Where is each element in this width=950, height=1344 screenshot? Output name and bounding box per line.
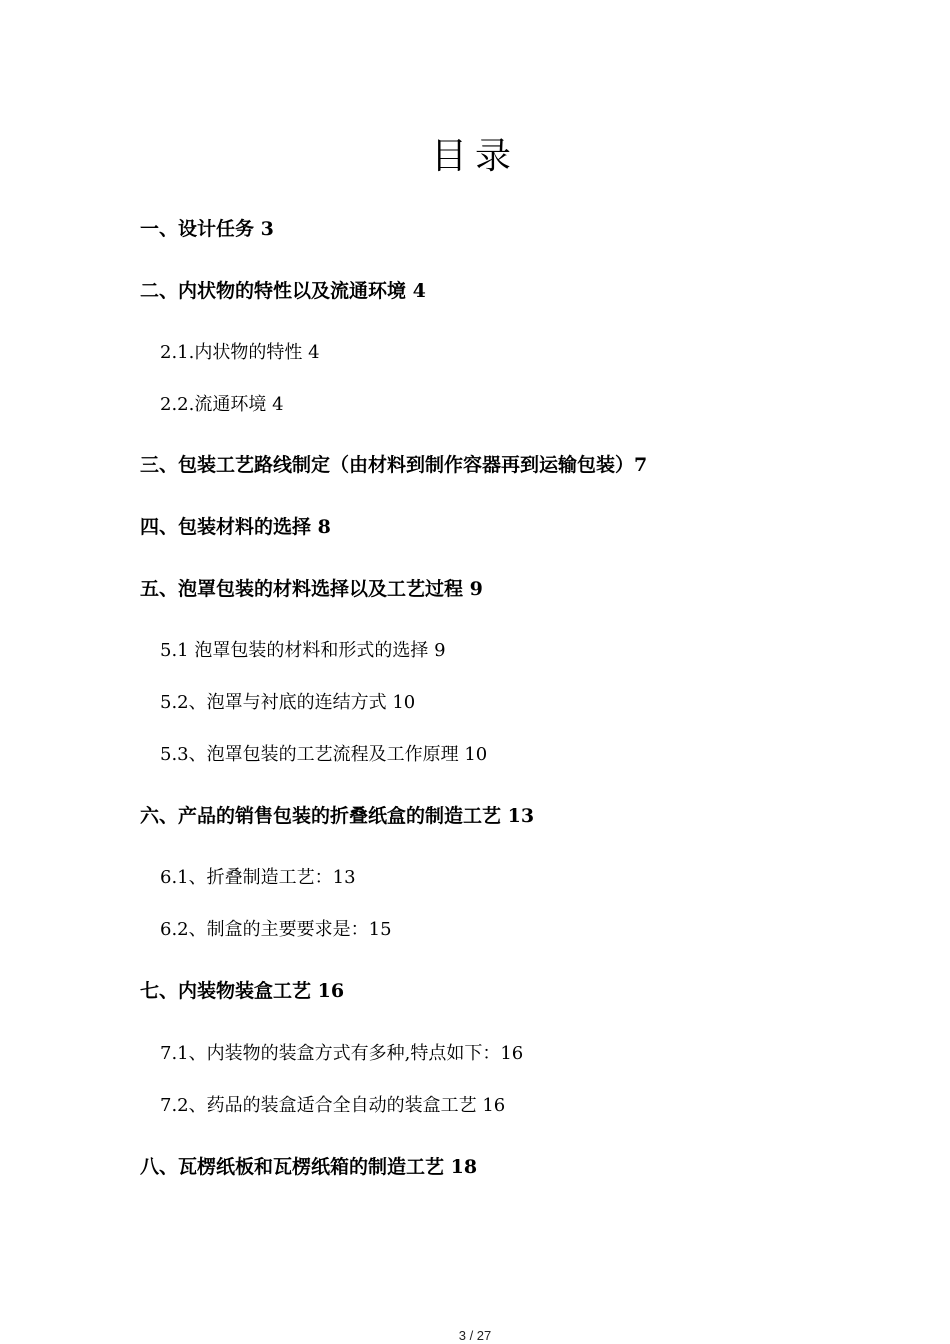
toc-entry-1: 一、设计任务 3 (140, 218, 274, 240)
toc-entry-7: 七、内装物装盒工艺 16 (140, 980, 345, 1002)
toc-entry-7-1: 7.1、内装物的装盒方式有多种,特点如下：16 (160, 1043, 524, 1064)
toc-entry-7-2: 7.2、药品的装盒适合全自动的装盒工艺 16 (160, 1095, 506, 1116)
toc-entry-2-2: 2.2.流通环境 4 (160, 394, 284, 415)
toc-entry-5-2: 5.2、泡罩与衬底的连结方式 10 (160, 692, 416, 713)
toc-entry-4: 四、包装材料的选择 8 (140, 516, 331, 538)
toc-title: 目录 (430, 136, 519, 177)
page-indicator: 3 / 27 (458, 1328, 492, 1343)
toc-entry-6-1: 6.1、折叠制造工艺：13 (160, 867, 356, 888)
toc-entry-2: 二、内状物的特性以及流通环境 4 (140, 280, 426, 302)
toc-entry-6: 六、产品的销售包装的折叠纸盒的制造工艺 13 (140, 805, 535, 827)
toc-entry-8: 八、瓦楞纸板和瓦楞纸箱的制造工艺 18 (140, 1156, 478, 1178)
toc-entry-3: 三、包装工艺路线制定（由材料到制作容器再到运输包装）7 (140, 454, 648, 476)
toc-entry-6-2: 6.2、制盒的主要要求是：15 (160, 919, 392, 940)
toc-entry-5-1: 5.1 泡罩包装的材料和形式的选择 9 (160, 640, 446, 661)
toc-entry-2-1: 2.1.内状物的特性 4 (160, 342, 320, 363)
toc-entry-5-3: 5.3、泡罩包装的工艺流程及工作原理 10 (160, 744, 488, 765)
toc-entry-5: 五、泡罩包装的材料选择以及工艺过程 9 (140, 578, 483, 600)
